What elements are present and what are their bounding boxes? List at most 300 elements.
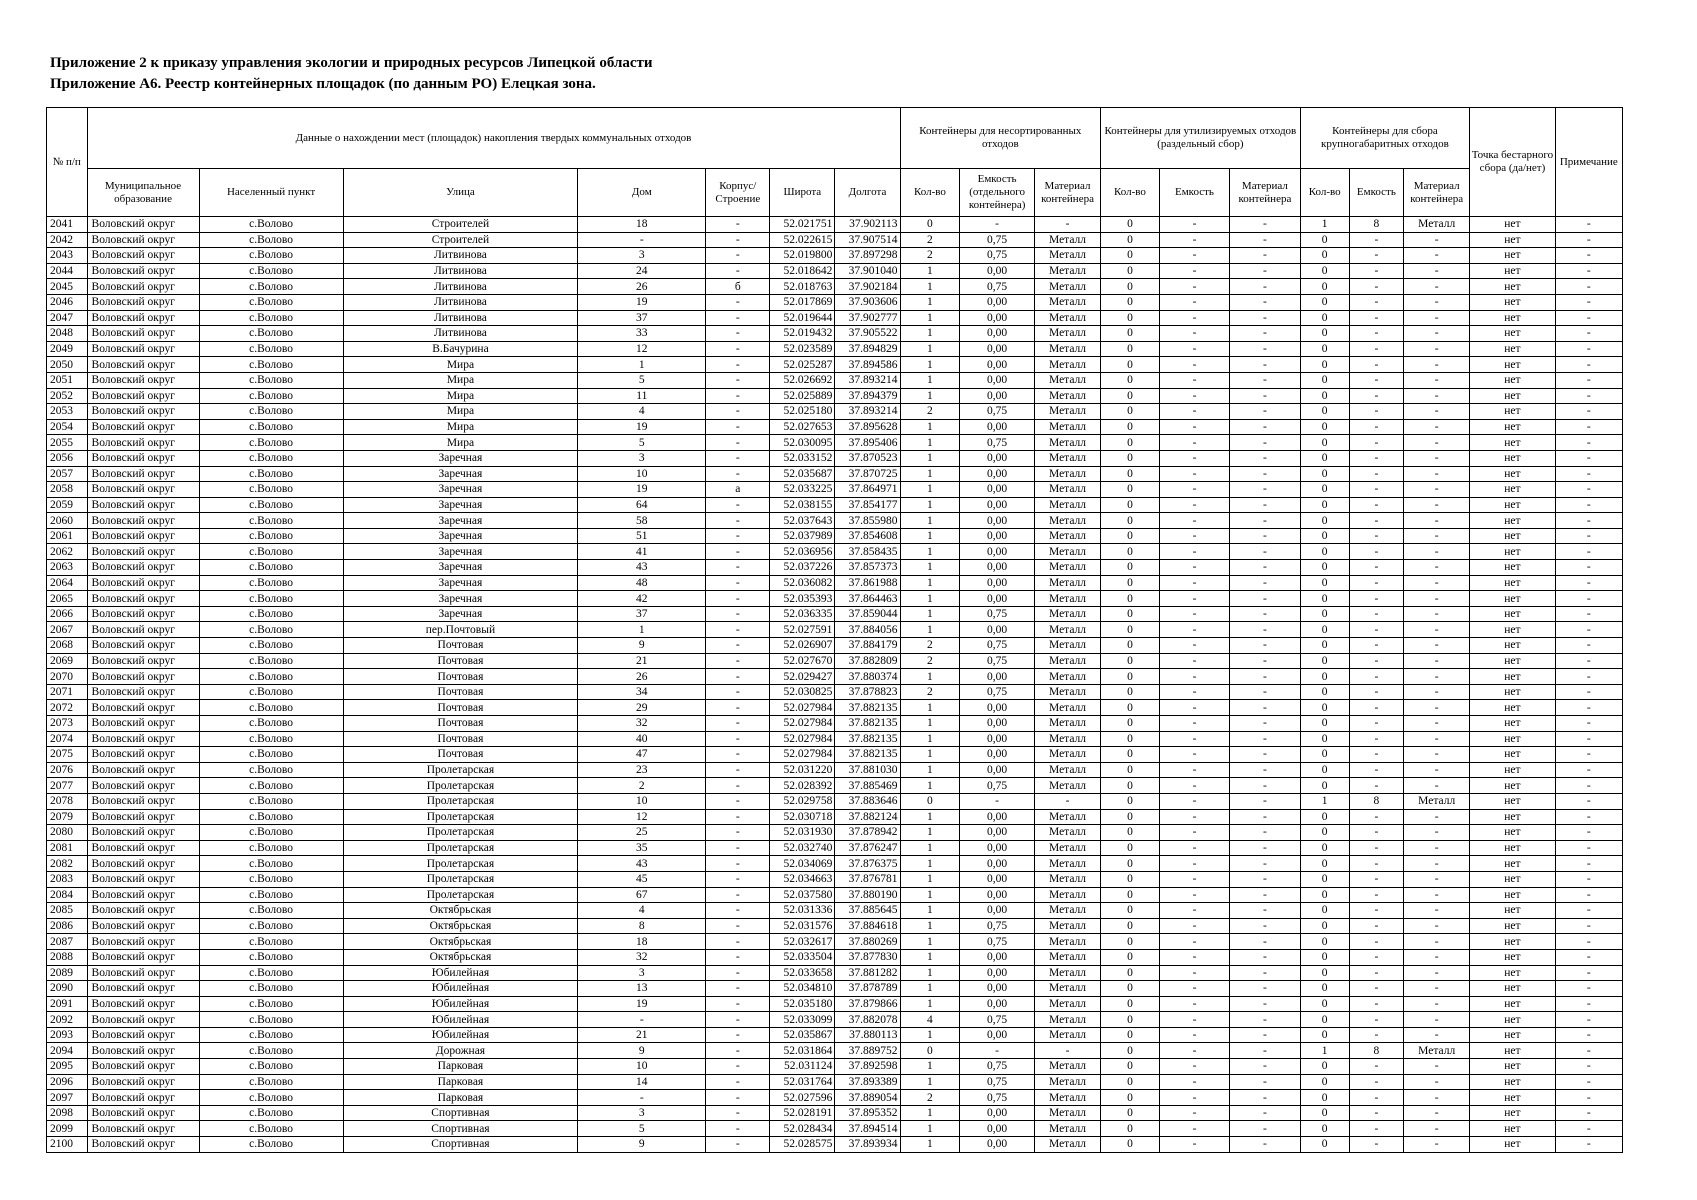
bagless-cell: нет	[1470, 606, 1555, 622]
recyclable-capacity-cell: -	[1159, 981, 1229, 997]
table-row	[47, 466, 1623, 482]
unsorted-material-cell: Металл	[1034, 513, 1100, 529]
bulky-material-cell: -	[1404, 388, 1470, 404]
bulky-capacity-cell: -	[1349, 606, 1403, 622]
recyclable-capacity-cell: -	[1159, 1043, 1229, 1059]
note-cell: -	[1555, 669, 1622, 685]
header-settlement: Населенный пункт	[199, 169, 343, 217]
unsorted-capacity-cell: 0,00	[960, 357, 1035, 373]
settlement-cell: с.Волово	[199, 294, 343, 310]
unsorted-count-cell: 1	[900, 856, 960, 872]
bulky-count-cell: 0	[1300, 591, 1349, 607]
recyclable-capacity-cell: -	[1159, 762, 1229, 778]
longitude-cell: 37.881030	[835, 762, 900, 778]
recyclable-count-cell: 0	[1101, 217, 1160, 233]
bagless-cell: нет	[1470, 232, 1555, 248]
house-cell: 10	[578, 1059, 706, 1075]
municipality-cell: Воловский округ	[87, 279, 199, 295]
unsorted-material-cell: Металл	[1034, 778, 1100, 794]
bulky-count-cell: 0	[1300, 1074, 1349, 1090]
unsorted-count-cell: 1	[900, 778, 960, 794]
unsorted-material-cell: Металл	[1034, 591, 1100, 607]
bulky-capacity-cell: -	[1349, 700, 1403, 716]
recyclable-material-cell: -	[1230, 404, 1300, 420]
unsorted-count-cell: 0	[900, 793, 960, 809]
recyclable-count-cell: 0	[1101, 372, 1160, 388]
bulky-material-cell: -	[1404, 1137, 1470, 1153]
note-cell: -	[1555, 778, 1622, 794]
building-cell: -	[706, 934, 770, 950]
street-cell: Спортивная	[343, 1137, 578, 1153]
unsorted-material-cell: Металл	[1034, 949, 1100, 965]
unsorted-material-cell: Металл	[1034, 450, 1100, 466]
house-cell: 19	[578, 419, 706, 435]
municipality-cell: Воловский округ	[87, 466, 199, 482]
municipality-cell: Воловский округ	[87, 248, 199, 264]
unsorted-count-cell: 1	[900, 450, 960, 466]
longitude-cell: 37.902184	[835, 279, 900, 295]
unsorted-capacity-cell: 0,75	[960, 653, 1035, 669]
header-street: Улица	[343, 169, 578, 217]
settlement-cell: с.Волово	[199, 404, 343, 420]
row-number: 2082	[47, 856, 88, 872]
bulky-count-cell: 0	[1300, 638, 1349, 654]
bulky-capacity-cell: -	[1349, 669, 1403, 685]
unsorted-capacity-cell: 0,00	[960, 996, 1035, 1012]
building-cell: -	[706, 856, 770, 872]
settlement-cell: с.Волово	[199, 1027, 343, 1043]
unsorted-count-cell: 4	[900, 1012, 960, 1028]
settlement-cell: с.Волово	[199, 513, 343, 529]
settlement-cell: с.Волово	[199, 638, 343, 654]
building-cell: -	[706, 606, 770, 622]
recyclable-capacity-cell: -	[1159, 965, 1229, 981]
recyclable-material-cell: -	[1230, 840, 1300, 856]
house-cell: 9	[578, 638, 706, 654]
latitude-cell: 52.031336	[770, 903, 835, 919]
unsorted-capacity-cell: 0,00	[960, 669, 1035, 685]
bulky-capacity-cell: -	[1349, 575, 1403, 591]
municipality-cell: Воловский округ	[87, 700, 199, 716]
bulky-count-cell: 0	[1300, 949, 1349, 965]
municipality-cell: Воловский округ	[87, 528, 199, 544]
latitude-cell: 52.031864	[770, 1043, 835, 1059]
note-cell: -	[1555, 871, 1622, 887]
unsorted-capacity-cell: 0,00	[960, 466, 1035, 482]
settlement-cell: с.Волово	[199, 232, 343, 248]
unsorted-count-cell: 1	[900, 575, 960, 591]
street-cell: Заречная	[343, 497, 578, 513]
municipality-cell: Воловский округ	[87, 263, 199, 279]
bulky-capacity-cell: -	[1349, 965, 1403, 981]
house-cell: 10	[578, 793, 706, 809]
house-cell: 35	[578, 840, 706, 856]
unsorted-material-cell: Металл	[1034, 840, 1100, 856]
recyclable-count-cell: 0	[1101, 606, 1160, 622]
latitude-cell: 52.036082	[770, 575, 835, 591]
recyclable-capacity-cell: -	[1159, 497, 1229, 513]
table-row	[47, 326, 1623, 342]
settlement-cell: с.Волово	[199, 528, 343, 544]
unsorted-material-cell: Металл	[1034, 294, 1100, 310]
settlement-cell: с.Волово	[199, 653, 343, 669]
row-number: 2087	[47, 934, 88, 950]
municipality-cell: Воловский округ	[87, 232, 199, 248]
bulky-capacity-cell: -	[1349, 1090, 1403, 1106]
house-cell: 1	[578, 622, 706, 638]
bulky-count-cell: 0	[1300, 310, 1349, 326]
unsorted-capacity-cell: 0,00	[960, 591, 1035, 607]
house-cell: 21	[578, 1027, 706, 1043]
settlement-cell: с.Волово	[199, 357, 343, 373]
table-row	[47, 793, 1623, 809]
recyclable-count-cell: 0	[1101, 700, 1160, 716]
bulky-count-cell: 0	[1300, 544, 1349, 560]
bulky-material-cell: -	[1404, 450, 1470, 466]
bulky-capacity-cell: -	[1349, 419, 1403, 435]
bulky-material-cell: -	[1404, 809, 1470, 825]
municipality-cell: Воловский округ	[87, 840, 199, 856]
unsorted-count-cell: 1	[900, 762, 960, 778]
table-row	[47, 1121, 1623, 1137]
bulky-capacity-cell: -	[1349, 450, 1403, 466]
table-row	[47, 747, 1623, 763]
longitude-cell: 37.882135	[835, 747, 900, 763]
recyclable-material-cell: -	[1230, 606, 1300, 622]
note-cell: -	[1555, 1012, 1622, 1028]
header-bulky-capacity: Емкость	[1349, 169, 1403, 217]
row-number: 2076	[47, 762, 88, 778]
recyclable-capacity-cell: -	[1159, 887, 1229, 903]
settlement-cell: с.Волово	[199, 716, 343, 732]
settlement-cell: с.Волово	[199, 1105, 343, 1121]
street-cell: Парковая	[343, 1074, 578, 1090]
row-number: 2050	[47, 357, 88, 373]
latitude-cell: 52.018642	[770, 263, 835, 279]
bulky-count-cell: 0	[1300, 294, 1349, 310]
note-cell: -	[1555, 1074, 1622, 1090]
bulky-count-cell: 0	[1300, 1027, 1349, 1043]
bulky-material-cell: -	[1404, 965, 1470, 981]
unsorted-count-cell: 1	[900, 341, 960, 357]
longitude-cell: 37.893934	[835, 1137, 900, 1153]
latitude-cell: 52.033658	[770, 965, 835, 981]
table-row	[47, 497, 1623, 513]
bulky-capacity-cell: -	[1349, 809, 1403, 825]
table-row	[47, 310, 1623, 326]
settlement-cell: с.Волово	[199, 669, 343, 685]
latitude-cell: 52.019644	[770, 310, 835, 326]
bulky-count-cell: 0	[1300, 1012, 1349, 1028]
recyclable-material-cell: -	[1230, 887, 1300, 903]
street-cell: Заречная	[343, 575, 578, 591]
bulky-material-cell: -	[1404, 638, 1470, 654]
unsorted-capacity-cell: 0,00	[960, 513, 1035, 529]
settlement-cell: с.Волово	[199, 606, 343, 622]
latitude-cell: 52.028392	[770, 778, 835, 794]
bulky-material-cell: -	[1404, 653, 1470, 669]
house-cell: 3	[578, 965, 706, 981]
latitude-cell: 52.033504	[770, 949, 835, 965]
table-row	[47, 450, 1623, 466]
bulky-material-cell: -	[1404, 341, 1470, 357]
bulky-count-cell: 0	[1300, 450, 1349, 466]
longitude-cell: 37.893214	[835, 404, 900, 420]
bulky-count-cell: 0	[1300, 887, 1349, 903]
municipality-cell: Воловский округ	[87, 949, 199, 965]
municipality-cell: Воловский округ	[87, 217, 199, 233]
bulky-material-cell: -	[1404, 1105, 1470, 1121]
house-cell: 4	[578, 404, 706, 420]
unsorted-capacity-cell: 0,00	[960, 700, 1035, 716]
bulky-count-cell: 0	[1300, 1105, 1349, 1121]
bulky-capacity-cell: -	[1349, 762, 1403, 778]
row-number: 2097	[47, 1090, 88, 1106]
recyclable-count-cell: 0	[1101, 1043, 1160, 1059]
street-cell: Спортивная	[343, 1121, 578, 1137]
recyclable-capacity-cell: -	[1159, 357, 1229, 373]
bulky-material-cell: -	[1404, 326, 1470, 342]
bulky-capacity-cell: -	[1349, 731, 1403, 747]
recyclable-capacity-cell: -	[1159, 949, 1229, 965]
bulky-capacity-cell: -	[1349, 747, 1403, 763]
bulky-count-cell: 0	[1300, 404, 1349, 420]
municipality-cell: Воловский округ	[87, 404, 199, 420]
bulky-count-cell: 0	[1300, 965, 1349, 981]
note-cell: -	[1555, 965, 1622, 981]
municipality-cell: Воловский округ	[87, 357, 199, 373]
building-cell: -	[706, 560, 770, 576]
row-number: 2052	[47, 388, 88, 404]
building-cell: -	[706, 466, 770, 482]
row-number: 2049	[47, 341, 88, 357]
bulky-material-cell: -	[1404, 1059, 1470, 1075]
unsorted-capacity-cell: 0,00	[960, 840, 1035, 856]
bagless-cell: нет	[1470, 1137, 1555, 1153]
building-cell: -	[706, 825, 770, 841]
street-cell: Мира	[343, 435, 578, 451]
table-row	[47, 1012, 1623, 1028]
recyclable-count-cell: 0	[1101, 575, 1160, 591]
unsorted-count-cell: 1	[900, 934, 960, 950]
settlement-cell: с.Волово	[199, 793, 343, 809]
row-number: 2065	[47, 591, 88, 607]
header-bulky-count: Кол-во	[1300, 169, 1349, 217]
latitude-cell: 52.034810	[770, 981, 835, 997]
recyclable-count-cell: 0	[1101, 622, 1160, 638]
bulky-count-cell: 0	[1300, 700, 1349, 716]
bulky-capacity-cell: -	[1349, 871, 1403, 887]
settlement-cell: с.Волово	[199, 856, 343, 872]
unsorted-count-cell: 1	[900, 840, 960, 856]
longitude-cell: 37.903606	[835, 294, 900, 310]
house-cell: 64	[578, 497, 706, 513]
municipality-cell: Воловский округ	[87, 1137, 199, 1153]
settlement-cell: с.Волово	[199, 1074, 343, 1090]
longitude-cell: 37.884618	[835, 918, 900, 934]
unsorted-capacity-cell: 0,00	[960, 575, 1035, 591]
recyclable-capacity-cell: -	[1159, 372, 1229, 388]
header-longitude: Долгота	[835, 169, 900, 217]
settlement-cell: с.Волово	[199, 747, 343, 763]
bagless-cell: нет	[1470, 1105, 1555, 1121]
bulky-count-cell: 0	[1300, 653, 1349, 669]
recyclable-count-cell: 0	[1101, 840, 1160, 856]
table-row	[47, 622, 1623, 638]
unsorted-material-cell: Металл	[1034, 544, 1100, 560]
bagless-cell: нет	[1470, 809, 1555, 825]
table-row	[47, 731, 1623, 747]
bulky-material-cell: -	[1404, 1012, 1470, 1028]
row-number: 2071	[47, 684, 88, 700]
bulky-capacity-cell: -	[1349, 279, 1403, 295]
row-number: 2096	[47, 1074, 88, 1090]
settlement-cell: с.Волово	[199, 887, 343, 903]
latitude-cell: 52.027653	[770, 419, 835, 435]
unsorted-capacity-cell: 0,00	[960, 544, 1035, 560]
recyclable-material-cell: -	[1230, 996, 1300, 1012]
row-number: 2051	[47, 372, 88, 388]
recyclable-material-cell: -	[1230, 778, 1300, 794]
latitude-cell: 52.025889	[770, 388, 835, 404]
note-cell: -	[1555, 372, 1622, 388]
unsorted-count-cell: 1	[900, 1027, 960, 1043]
row-number: 2075	[47, 747, 88, 763]
building-cell: -	[706, 232, 770, 248]
recyclable-count-cell: 0	[1101, 1121, 1160, 1137]
building-cell: -	[706, 528, 770, 544]
settlement-cell: с.Волово	[199, 544, 343, 560]
table-row	[47, 544, 1623, 560]
bulky-capacity-cell: -	[1349, 934, 1403, 950]
bagless-cell: нет	[1470, 1074, 1555, 1090]
recyclable-capacity-cell: -	[1159, 217, 1229, 233]
bulky-capacity-cell: -	[1349, 341, 1403, 357]
bulky-material-cell: Металл	[1404, 793, 1470, 809]
house-cell: 9	[578, 1137, 706, 1153]
bulky-capacity-cell: -	[1349, 435, 1403, 451]
bagless-cell: нет	[1470, 622, 1555, 638]
bulky-count-cell: 0	[1300, 575, 1349, 591]
latitude-cell: 52.031576	[770, 918, 835, 934]
house-cell: 4	[578, 903, 706, 919]
note-cell: -	[1555, 731, 1622, 747]
municipality-cell: Воловский округ	[87, 856, 199, 872]
recyclable-count-cell: 0	[1101, 482, 1160, 498]
row-number: 2089	[47, 965, 88, 981]
unsorted-capacity-cell: 0,00	[960, 731, 1035, 747]
bulky-count-cell: 0	[1300, 419, 1349, 435]
note-cell: -	[1555, 1027, 1622, 1043]
settlement-cell: с.Волово	[199, 217, 343, 233]
row-number: 2093	[47, 1027, 88, 1043]
longitude-cell: 37.897298	[835, 248, 900, 264]
municipality-cell: Воловский округ	[87, 778, 199, 794]
table-row	[47, 560, 1623, 576]
bagless-cell: нет	[1470, 419, 1555, 435]
note-cell: -	[1555, 513, 1622, 529]
latitude-cell: 52.026692	[770, 372, 835, 388]
row-number: 2085	[47, 903, 88, 919]
note-cell: -	[1555, 232, 1622, 248]
house-cell: 45	[578, 871, 706, 887]
unsorted-capacity-cell: 0,75	[960, 684, 1035, 700]
bagless-cell: нет	[1470, 435, 1555, 451]
bulky-count-cell: 0	[1300, 981, 1349, 997]
row-number: 2100	[47, 1137, 88, 1153]
house-cell: 26	[578, 279, 706, 295]
bulky-count-cell: 0	[1300, 716, 1349, 732]
municipality-cell: Воловский округ	[87, 684, 199, 700]
building-cell: -	[706, 419, 770, 435]
recyclable-material-cell: -	[1230, 248, 1300, 264]
building-cell: -	[706, 1043, 770, 1059]
recyclable-material-cell: -	[1230, 372, 1300, 388]
unsorted-material-cell: Металл	[1034, 684, 1100, 700]
table-row	[47, 809, 1623, 825]
street-cell: Заречная	[343, 560, 578, 576]
settlement-cell: с.Волово	[199, 419, 343, 435]
unsorted-material-cell: Металл	[1034, 357, 1100, 373]
street-cell: Литвинова	[343, 310, 578, 326]
note-cell: -	[1555, 638, 1622, 654]
unsorted-material-cell: Металл	[1034, 497, 1100, 513]
unsorted-capacity-cell: 0,00	[960, 903, 1035, 919]
unsorted-capacity-cell: 0,75	[960, 918, 1035, 934]
unsorted-material-cell: Металл	[1034, 887, 1100, 903]
latitude-cell: 52.028575	[770, 1137, 835, 1153]
recyclable-capacity-cell: -	[1159, 1121, 1229, 1137]
latitude-cell: 52.028434	[770, 1121, 835, 1137]
street-cell: Почтовая	[343, 731, 578, 747]
recyclable-material-cell: -	[1230, 793, 1300, 809]
row-number: 2042	[47, 232, 88, 248]
row-number: 2072	[47, 700, 88, 716]
street-cell: Юбилейная	[343, 981, 578, 997]
longitude-cell: 37.895406	[835, 435, 900, 451]
bulky-capacity-cell: -	[1349, 825, 1403, 841]
bagless-cell: нет	[1470, 560, 1555, 576]
unsorted-capacity-cell: 0,00	[960, 1105, 1035, 1121]
bulky-material-cell: -	[1404, 435, 1470, 451]
recyclable-capacity-cell: -	[1159, 1137, 1229, 1153]
longitude-cell: 37.883646	[835, 793, 900, 809]
house-cell: 9	[578, 1043, 706, 1059]
settlement-cell: с.Волово	[199, 482, 343, 498]
house-cell: 43	[578, 856, 706, 872]
recyclable-count-cell: 0	[1101, 856, 1160, 872]
settlement-cell: с.Волово	[199, 1043, 343, 1059]
bagless-cell: нет	[1470, 544, 1555, 560]
recyclable-count-cell: 0	[1101, 513, 1160, 529]
unsorted-material-cell: Металл	[1034, 700, 1100, 716]
recyclable-capacity-cell: -	[1159, 996, 1229, 1012]
bulky-count-cell: 0	[1300, 466, 1349, 482]
longitude-cell: 37.876781	[835, 871, 900, 887]
unsorted-material-cell: Металл	[1034, 466, 1100, 482]
note-cell: -	[1555, 1059, 1622, 1075]
street-cell: Заречная	[343, 466, 578, 482]
street-cell: Пролетарская	[343, 762, 578, 778]
recyclable-count-cell: 0	[1101, 684, 1160, 700]
building-cell: -	[706, 1059, 770, 1075]
table-row	[47, 388, 1623, 404]
row-number: 2062	[47, 544, 88, 560]
note-cell: -	[1555, 1090, 1622, 1106]
settlement-cell: с.Волово	[199, 965, 343, 981]
recyclable-material-cell: -	[1230, 638, 1300, 654]
recyclable-material-cell: -	[1230, 965, 1300, 981]
